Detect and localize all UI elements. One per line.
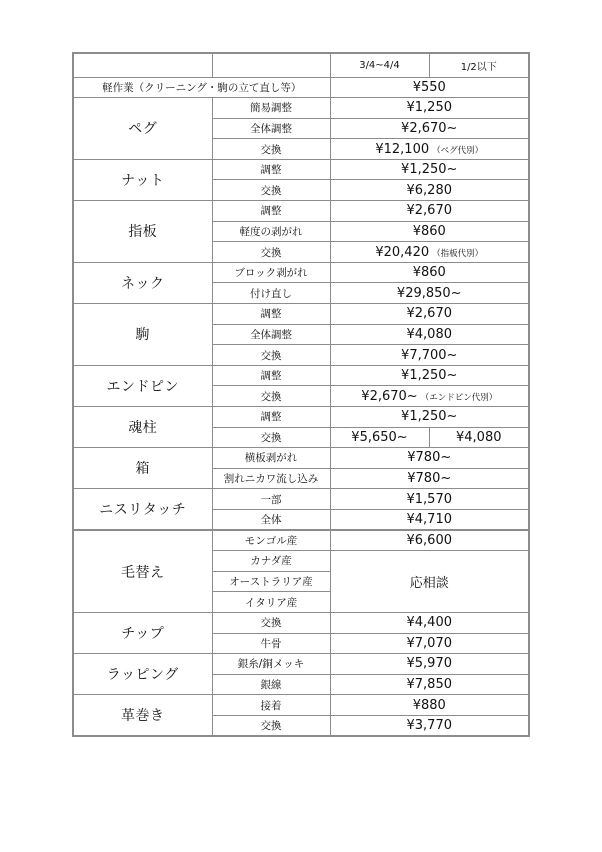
price-cell [330,159,529,180]
header-row [73,53,529,77]
category-cell: ラッピング [73,654,212,695]
price-value: ¥4,710 [406,512,452,528]
price-cell [330,612,529,633]
light-work-price: ¥550 [330,77,529,98]
subitem-cell: 調整 [212,304,330,325]
subitem-cell: 全体調整 [212,324,330,345]
subitem-cell: 交換 [212,139,330,160]
price-value: ¥6,600 [406,533,452,549]
category-cell: チップ [73,612,212,653]
subitem-cell: 交換 [212,612,330,633]
price-cell [330,654,529,675]
price-cell [330,324,529,345]
price-value: ¥2,670 [406,306,452,322]
subitem-cell: 銀線 [212,674,330,695]
category-cell: 駒 [73,304,212,366]
price-row [73,695,529,716]
price-note: （エンドピン代別） [420,392,498,403]
price-row [73,159,529,180]
subitem-cell: 交換 [212,386,330,407]
subitem-cell: 調整 [212,159,330,180]
price-cell [330,386,529,407]
price-cell [330,98,529,119]
price-value: ¥4,400 [406,615,452,631]
price-row [73,612,529,633]
subitem-cell: 調整 [212,201,330,222]
consult-cell: 応相談 [330,551,529,613]
price-cell [330,283,529,304]
price-cell [330,139,529,160]
price-value: ¥780~ [407,450,452,466]
subitem-cell: 一部 [212,489,330,510]
category-cell: 魂柱 [73,407,212,448]
price-value: ¥860 [412,265,446,281]
price-value: ¥7,850 [406,677,452,693]
subitem-cell: カナダ産 [212,551,330,572]
subitem-cell: 調整 [212,407,330,428]
price-cell [330,695,529,716]
price-cell [330,715,529,736]
price-row [73,98,529,119]
price-cell [330,530,529,551]
price-row [73,448,529,469]
subitem-cell: 牛骨 [212,633,330,654]
price-row [73,201,529,222]
price-cell [330,262,529,283]
subitem-cell: 横板剥がれ [212,448,330,469]
price-cell [330,221,529,242]
price-value: ¥1,250~ [401,409,458,425]
price-value: ¥2,670 [406,203,452,219]
price-value: ¥780~ [407,471,452,487]
subitem-cell: 銀糸/銅メッキ [212,654,330,675]
subitem-cell: イタリア産 [212,592,330,613]
header-cell-blank-1 [73,53,212,77]
subitem-cell: 接着 [212,695,330,716]
price-cell-1-2: ¥4,080 [429,427,529,448]
category-cell: ニスリタッチ [73,489,212,530]
price-cell [330,180,529,201]
price-value: ¥12,100 [375,141,430,157]
subitem-cell: 交換 [212,345,330,366]
subitem-cell: 簡易調整 [212,98,330,119]
subitem-cell: オーストラリア産 [212,571,330,592]
price-row [73,407,529,428]
header-cell-blank-2 [212,53,330,77]
light-work-label: 軽作業（クリーニング・駒の立て直し等） [73,77,330,98]
category-cell: 毛替え [73,530,212,612]
price-cell [330,468,529,489]
header-size-3-4: 3/4~4/4 [330,53,429,77]
category-cell: 指板 [73,201,212,263]
price-value: ¥4,080 [406,326,452,342]
price-value: ¥3,770 [406,717,452,733]
subitem-cell: 交換 [212,180,330,201]
subitem-cell: 全体 [212,509,330,530]
price-value: ¥1,250~ [401,368,458,384]
subitem-cell: 調整 [212,365,330,386]
subitem-cell: 全体調整 [212,118,330,139]
category-cell: ペグ [73,98,212,160]
price-value: ¥5,970 [406,656,452,672]
price-cell [330,633,529,654]
price-value: ¥1,250~ [401,162,458,178]
price-cell [330,304,529,325]
subitem-cell: ブロック剥がれ [212,262,330,283]
price-cell [330,201,529,222]
price-cell-3-4: ¥5,650~ [330,427,429,448]
price-value: ¥20,420 [375,244,430,260]
subitem-cell: 交換 [212,715,330,736]
light-work-row [73,77,529,98]
price-value: ¥7,700~ [401,347,458,363]
price-table-body [73,53,529,736]
subitem-cell: 付け直し [212,283,330,304]
header-size-1-2: 1/2以下 [429,53,529,77]
price-row [73,262,529,283]
price-cell [330,509,529,530]
price-row [73,365,529,386]
price-cell [330,489,529,510]
price-cell [330,118,529,139]
price-value: ¥29,850~ [396,285,462,301]
category-cell: 箱 [73,448,212,489]
price-row [73,654,529,675]
price-cell [330,345,529,366]
category-cell: ナット [73,159,212,200]
price-note: （ペグ代別） [432,145,484,156]
price-cell [330,448,529,469]
subitem-cell: 交換 [212,427,330,448]
price-value: ¥860 [412,223,446,239]
subitem-cell: 軽度の剥がれ [212,221,330,242]
price-value: ¥7,070 [406,635,452,651]
price-value: ¥2,670~ [361,388,418,404]
price-value: ¥6,280 [406,182,452,198]
price-cell [330,674,529,695]
subitem-cell: 割れニカワ流し込み [212,468,330,489]
price-row [73,489,529,510]
category-cell: 革巻き [73,695,212,736]
category-cell: ネック [73,262,212,303]
price-cell [330,365,529,386]
price-row [73,304,529,325]
price-value: ¥1,570 [406,491,452,507]
subitem-cell: モンゴル産 [212,530,330,551]
price-value: ¥2,670~ [401,120,458,136]
price-value: ¥880 [412,697,446,713]
price-value: ¥1,250 [406,100,452,116]
price-cell [330,242,529,263]
subitem-cell: 交換 [212,242,330,263]
price-note: （指板代別） [432,248,484,259]
price-cell [330,407,529,428]
price-row [73,530,529,551]
category-cell: エンドピン [73,365,212,406]
price-table [72,52,530,737]
